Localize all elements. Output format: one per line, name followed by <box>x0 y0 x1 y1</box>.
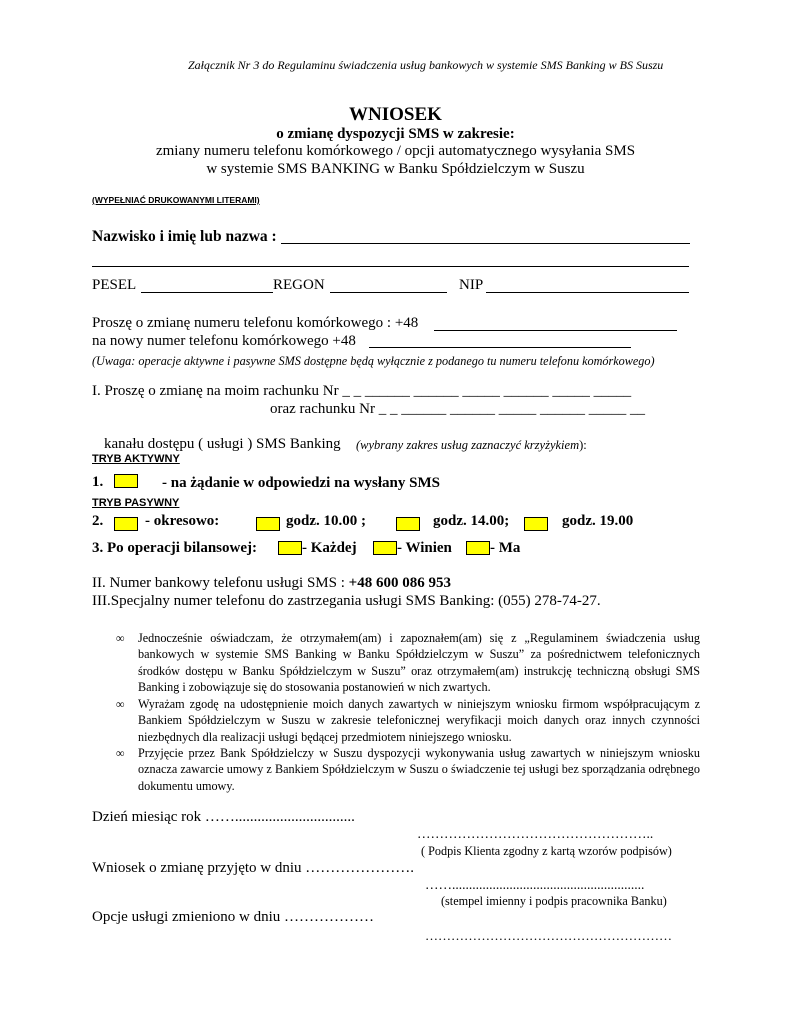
channel-hint: (wybrany zakres usług zaznaczyć krzyżykiem): <box>356 438 587 452</box>
time-1400-label: godz. 14.00; <box>433 513 510 529</box>
accepted-date-label[interactable]: Wniosek o zmianę przyjęto w dniu …………………. <box>92 860 415 876</box>
nip-label: NIP <box>459 277 484 293</box>
time-1400-checkbox[interactable] <box>396 517 420 531</box>
passive-item2-number: 2. <box>92 513 104 529</box>
options-changed-date-label[interactable]: Opcje usługi zmieniono w dniu ……………… <box>92 909 375 925</box>
each-operation-label: - Każdej <box>302 540 357 556</box>
phone-note: (Uwaga: operacje aktywne i pasywne SMS dostępne będą wyłącznie z podanego tu numeru telefonu komórkowego) <box>92 354 655 368</box>
subtitle-line3: w systemie SMS BANKING w Banku Spółdzielczym w Suszu <box>206 161 585 177</box>
periodic-label: - okresowo: <box>145 513 220 529</box>
bank-phone-line: II. Numer bankowy telefonu usługi SMS : +48 600 086 953 <box>92 575 451 591</box>
bullet-icon: ∞ <box>116 746 125 760</box>
active-mode-heading: TRYB AKTYWNY <box>92 453 180 465</box>
regon-label: REGON <box>273 277 325 293</box>
old-phone-field-line[interactable] <box>434 330 677 331</box>
bank-signature-line[interactable]: ……......................................................... <box>425 877 645 892</box>
fill-in-note: (WYPEŁNIAĆ DRUKOWANYMI LITERAMI) <box>92 195 260 205</box>
page-title: WNIOSEK <box>349 104 442 125</box>
on-demand-label: - na żądanie w odpowiedzi na wysłany SMS <box>162 475 440 491</box>
credit-checkbox[interactable] <box>466 541 490 555</box>
regon-field-line[interactable] <box>330 292 447 293</box>
name-field-line[interactable] <box>281 243 690 244</box>
subtitle: o zmianę dyspozycji SMS w zakresie: <box>276 126 515 142</box>
periodic-checkbox[interactable] <box>114 517 138 531</box>
active-item-number: 1. <box>92 474 104 490</box>
name-label: Nazwisko i imię lub nazwa : <box>92 228 277 245</box>
phone-change-label: Proszę o zmianę numeru telefonu komórkowego : +48 <box>92 315 419 331</box>
client-signature-line[interactable]: …………………………………………….. <box>417 826 654 841</box>
subtitle-line2: zmiany numeru telefonu komórkowego / opcji automatycznego wysyłania SMS <box>155 143 636 159</box>
balance-operation-label: 3. Po operacji bilansowej: <box>92 540 257 556</box>
header-note: Załącznik Nr 3 do Regulaminu świadczenia usług bankowych w systemie SMS Banking w BS Suszu <box>188 58 664 72</box>
time-1900-label: godz. 19.00 <box>562 513 634 529</box>
client-signature-caption: ( Podpis Klienta zgodny z kartą wzorów podpisów) <box>421 844 672 858</box>
debit-label: - Winien <box>397 540 452 556</box>
on-demand-checkbox[interactable] <box>114 474 138 488</box>
account-line-2[interactable]: oraz rachunku Nr _ _ ______ ______ _____ ______ _____ __ <box>270 401 645 417</box>
bullet-icon: ∞ <box>116 631 125 645</box>
bullet-icon: ∞ <box>116 697 125 711</box>
channel-label: kanału dostępu ( usługi ) SMS Banking <box>104 436 341 452</box>
declaration-2: Wyrażam zgodę na udostępnienie moich danych zawartych w niniejszym wniosku firmom współpracującym z Bankiem Spółdzielczym w Suszu w zakresie telefonicznej weryfikacji moich danych oraz innych czynności niezbędnych dla realizacji usługi będącej przedmiotem niniejszego wniosku. <box>138 697 700 744</box>
nip-field-line[interactable] <box>486 292 689 293</box>
new-phone-field-line[interactable] <box>369 347 631 348</box>
time-1000-checkbox[interactable] <box>256 517 280 531</box>
time-1900-checkbox[interactable] <box>524 517 548 531</box>
each-operation-checkbox[interactable] <box>278 541 302 555</box>
name-field-line-2[interactable] <box>92 266 689 267</box>
final-signature-line[interactable]: ………………………………………………… <box>425 928 672 943</box>
credit-label: - Ma <box>490 540 521 556</box>
account-line-1[interactable]: I. Proszę o zmianę na moim rachunku Nr _ _ ______ ______ _____ ______ _____ _____ <box>92 383 632 399</box>
pesel-field-line[interactable] <box>141 292 273 293</box>
new-phone-label: na nowy numer telefonu komórkowego +48 <box>92 333 356 349</box>
date-label[interactable]: Dzień miesiąc rok ……................................ <box>92 809 355 825</box>
pesel-label: PESEL <box>92 277 137 293</box>
bank-signature-caption: (stempel imienny i podpis pracownika Banku) <box>441 894 667 908</box>
declaration-1: Jednocześnie oświadczam, że otrzymałem(am) i zapoznałem(am) się z „Regulaminem świadczenia usług bankowych w systemie SMS Banking w Banku Spółdzielczym w Suszu” za pośrednictwem telefonicznych środków dostępu w Banku Spółdzielczym w Suszu” oraz otrzymałem(am) instrukcję techniczną obsługi SMS Banking i zobowiązuje się do stosowania postanowień w nich zwartych. <box>138 631 700 695</box>
passive-mode-heading: TRYB PASYWNY <box>92 497 180 509</box>
time-1000-label: godz. 10.00 ; <box>286 513 366 529</box>
declaration-3: Przyjęcie przez Bank Spółdzielczy w Suszu dyspozycji wykonywania usług zawartych w niniejszym wniosku oznacza zawarcie umowy z Bankiem Spółdzielczym w Suszu o świadczenie tej usługi bez sporządzania odrębnego dokumentu umowy. <box>138 746 700 793</box>
block-service-phone-line: III.Specjalny numer telefonu do zastrzegania usługi SMS Banking: (055) 278-74-27. <box>92 593 601 609</box>
debit-checkbox[interactable] <box>373 541 397 555</box>
